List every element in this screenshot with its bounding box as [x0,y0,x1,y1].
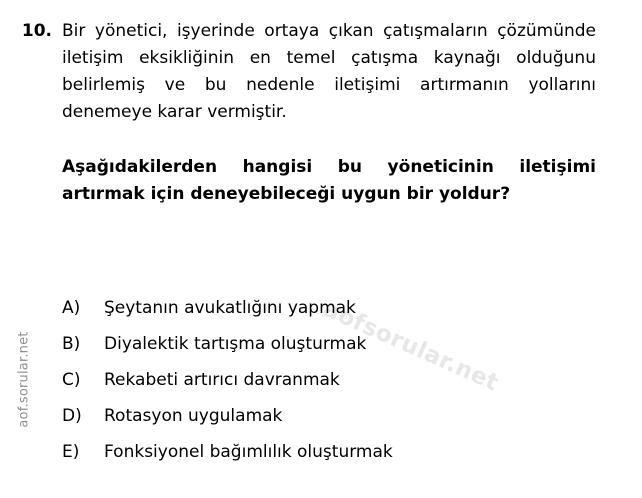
watermark-diagonal: aofsorular.net [319,296,503,397]
option-d-letter: D) [62,406,82,426]
option-a-text: Şeytanın avukatlığını yapmak [104,298,356,318]
option-b-letter: B) [62,334,81,354]
watermark-side: aof.sorular.net [16,331,32,428]
option-c[interactable] [62,368,622,392]
question-block [0,0,642,208]
question-stem: Bir yönetici, işyerinde ortaya çıkan çatışmaların çözümünde iletişim eksikliğinin en temel çatışma kaynağı olduğunu belirlemiş ve bu nedenle iletişimi artırmanın yollarını denemeye karar vermiştir. [62,21,596,122]
option-c-text: Rekabeti artırıcı davranmak [104,370,340,390]
option-c-letter: C) [62,370,81,390]
question-number: 10. [21,21,52,41]
question-body [62,18,620,208]
option-a[interactable] [62,296,622,320]
option-b[interactable] [62,332,622,356]
question-row [0,0,642,208]
option-e[interactable] [62,440,622,464]
option-d-text: Rotasyon uygulamak [104,406,283,426]
option-e-text: Fonksiyonel bağımlılık oluşturmak [104,442,393,462]
options-list [62,296,622,476]
question-prompt: Aşağıdakilerden hangisi bu yöneticinin iletişimi artırmak için deneyebileceği uygun bir yoldur? [62,157,596,204]
option-b-text: Diyalektik tartışma oluşturmak [104,334,367,354]
option-a-letter: A) [62,298,81,318]
option-d[interactable] [62,404,622,428]
option-e-letter: E) [62,442,80,462]
